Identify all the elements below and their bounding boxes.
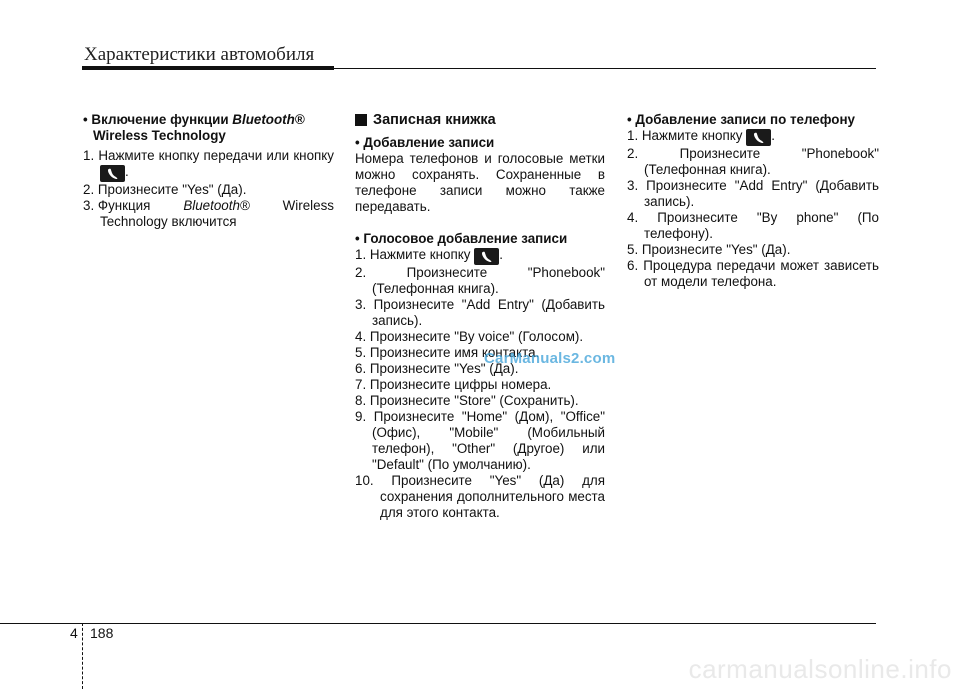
list-item: 1. Нажмите кнопку . xyxy=(627,128,879,146)
list-item: 3. Произнесите "Add Entry" (Добавить запись). xyxy=(627,178,879,209)
bluetooth-brand: Bluetooth® xyxy=(232,112,305,127)
list-item: 1. Нажмите кнопку передачи или кнопку . xyxy=(83,148,334,182)
phone-talk-icon xyxy=(746,129,771,146)
list-item: 2. Произнесите "Yes" (Да). xyxy=(83,182,247,197)
list-item: 8. Произнесите "Store" (Сохранить). xyxy=(355,393,579,408)
footer-rule xyxy=(0,623,876,624)
column-phone-add xyxy=(627,112,879,290)
list-item: 4. Произнесите "By phone" (По телефону). xyxy=(627,210,879,241)
bluetooth-heading-prefix: • Включение функции xyxy=(83,112,229,127)
subheading-phone-add: • Добавление записи по телефону xyxy=(627,112,855,127)
list-item: 6. Произнесите "Yes" (Да). xyxy=(355,361,519,376)
header-rule-thin xyxy=(334,68,876,69)
square-bullet-icon xyxy=(355,114,367,126)
subheading-voice-add: • Голосовое добавление записи xyxy=(355,231,568,246)
footer-divider xyxy=(82,623,83,689)
list-item: 4. Произнесите "By voice" (Голосом). xyxy=(355,329,584,344)
list-item: 7. Произнесите цифры номера. xyxy=(355,377,552,392)
subheading-add-entry: • Добавление записи xyxy=(355,135,495,150)
list-item: 3. Произнесите "Add Entry" (Добавить запись). xyxy=(355,297,605,328)
list-item: 1. Нажмите кнопку . xyxy=(355,247,605,265)
step-text: 1. Нажмите кнопку xyxy=(355,247,471,262)
step-text: 3. Функция xyxy=(83,198,151,213)
list-item: 9. Произнесите "Home" (Дом), "Office" (Офис), "Mobile" (Мобильный телефон), "Other" (Другое) или "Default" (По умолчанию). xyxy=(355,409,605,472)
section-title-text: Записная книжка xyxy=(373,112,496,128)
watermark: CarManuals2.com xyxy=(484,350,616,367)
phone-talk-icon xyxy=(474,248,499,265)
paragraph: Номера телефонов и голосовые метки можно сохранять. Сохраненные в телефоне записи можно также передавать. xyxy=(355,151,605,214)
site-watermark: carmanualsonline.info xyxy=(688,654,952,684)
column-phonebook xyxy=(355,112,605,521)
step-text: 1. Нажмите кнопку передачи или кнопку xyxy=(83,148,334,163)
bluetooth-heading xyxy=(83,112,334,144)
list-item: 10. Произнесите "Yes" (Да) для сохранения дополнительного места для этого контакта. xyxy=(355,473,605,520)
list-item: 5. Произнесите "Yes" (Да). xyxy=(627,242,791,257)
section-title xyxy=(355,112,605,128)
list-item: 5. Произнесите имя контакта. xyxy=(355,345,540,360)
chapter-number: 4 xyxy=(70,625,78,641)
step-text: 1. Нажмите кнопку xyxy=(627,128,743,143)
list-item: 2. Произнесите "Phonebook" (Телефонная книга). xyxy=(355,265,605,296)
list-item xyxy=(83,198,334,214)
bluetooth-brand: Bluetooth® xyxy=(183,198,250,213)
bluetooth-heading-rest: Wireless Technology xyxy=(93,128,226,143)
column-bluetooth-activation xyxy=(83,112,334,230)
header-rule-thick xyxy=(82,66,334,70)
phone-talk-icon xyxy=(100,165,125,182)
list-item: 6. Процедура передачи может зависеть от модели телефона. xyxy=(627,258,879,289)
page-number: 188 xyxy=(90,625,114,641)
list-item: Technology включится xyxy=(100,214,237,229)
wireless-text: Wireless xyxy=(282,198,334,213)
list-item: 2. Произнесите "Phonebook" (Телефонная книга). xyxy=(627,146,879,177)
page-title: Характеристики автомобиля xyxy=(84,44,315,65)
